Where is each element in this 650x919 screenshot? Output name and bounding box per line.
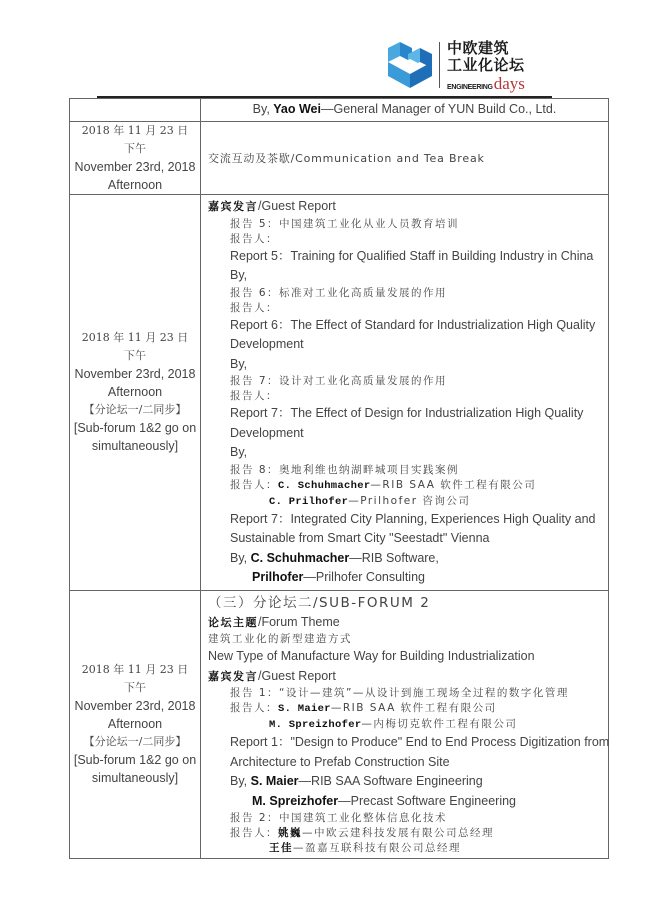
report-title-en: Report 7：The Effect of Design for Industrialization High Quality	[230, 406, 584, 420]
report-speaker-cn: M. Spreizhofer—内梅切克软件工程有限公司	[269, 718, 518, 731]
date-en: November 23rd, 2018	[74, 160, 196, 174]
content-cell	[201, 99, 609, 122]
content-cell	[201, 122, 609, 195]
report-speaker-cn: 报告人：S. Maier—RIB SAA 软件工程有限公司	[230, 702, 497, 715]
date-cn: 2018 年 11 月 23 日	[81, 663, 189, 677]
report-title-cn: 报告 7：设计对工业化高质量发展的作用	[230, 375, 448, 387]
logo-title-cn-2: 工业化论坛	[447, 56, 525, 74]
subforum-note-cn: 【分论坛一/二同步】	[83, 403, 187, 417]
report-speaker-cn: 王佳—盈嘉互联科技有限公司总经理	[269, 842, 461, 854]
report-title-en: Development	[230, 425, 304, 440]
report-by: Prilhofer—Prilhofer Consulting	[252, 570, 425, 584]
section-title: （三）分论坛二/SUB-FORUM 2	[208, 594, 431, 611]
logo-mark-icon	[386, 40, 434, 90]
report-title-en: Architecture to Prefab Construction Site	[230, 754, 450, 769]
period-en: Afternoon	[107, 717, 163, 732]
forum-theme-cn: 建筑工业化的新型建造方式	[208, 633, 352, 645]
date-cell	[70, 99, 201, 122]
report-speaker-cn: C. Prilhofer—Prilhofer 咨询公司	[269, 494, 471, 508]
guest-report-heading: 嘉宾发言/Guest Report	[208, 668, 336, 683]
subforum-note-en: [Sub-forum 1&2 go on	[73, 753, 197, 768]
forum-logo	[386, 38, 546, 92]
report-by: By,	[230, 268, 248, 282]
period-cn: 下午	[124, 142, 146, 155]
report-title-cn: 报告 6：标准对工业化高质量发展的作用	[230, 286, 448, 299]
report-title-en: Report 5：Training for Qualified Staff in Building Industry in China	[230, 248, 594, 263]
forum-theme-heading: 论坛主题/Forum Theme	[208, 614, 340, 629]
forum-theme-en: New Type of Manufacture Way for Building Industrialization	[208, 649, 535, 663]
subforum-note-en: simultaneously]	[91, 771, 179, 786]
report-title-cn: 报告 1：“设计—建筑”—从设计到施工现场全过程的数字化管理	[230, 687, 569, 699]
tea-break-text: 交流互动及茶歇/Communication and Tea Break	[208, 151, 485, 165]
table-row	[70, 195, 609, 591]
report-speaker-cn: 报告人：	[230, 301, 278, 314]
report-title-cn: 报告 8：奥地利维也纳湖畔城项目实践案例	[230, 463, 460, 476]
period-cn: 下午	[124, 349, 146, 363]
logo-engineering: ENGINEERING	[447, 84, 493, 91]
report-title-en: Report 1："Design to Produce" End to End Process Digitization from	[230, 735, 610, 749]
date-en: November 23rd, 2018	[74, 699, 196, 714]
logo-title-cn-1: 中欧建筑	[447, 39, 510, 57]
report-speaker-cn: 报告人：姚巍—中欧云建科技发展有限公司总经理	[230, 827, 494, 839]
report-title-cn: 报告 2：中国建筑工业化整体信息化技术	[230, 812, 448, 824]
report-speaker-cn: 报告人：	[230, 232, 278, 245]
report-title-en: Development	[230, 337, 304, 351]
date-en: November 23rd, 2018	[74, 367, 196, 382]
report-title-en: Sustainable from Smart City "Seestadt" Vienna	[230, 531, 490, 545]
date-cell	[70, 122, 201, 195]
content-cell	[201, 195, 609, 591]
subforum-note-en: [Sub-forum 1&2 go on	[73, 421, 197, 436]
report-by: By, C. Schuhmacher—RIB Software,	[230, 550, 439, 565]
logo-days: days	[493, 74, 525, 93]
schedule-table	[69, 98, 609, 859]
guest-report-heading: 嘉宾发言/Guest Report	[208, 199, 336, 213]
subforum-note-cn: 【分论坛一/二同步】	[83, 735, 187, 749]
subforum-note-en: simultaneously]	[91, 439, 179, 454]
period-en: Afternoon	[107, 385, 163, 400]
logo-separator	[439, 42, 440, 88]
logo-text	[447, 40, 525, 94]
content-cell	[201, 590, 609, 859]
report-by: M. Spreizhofer—Precast Software Engineering	[252, 793, 516, 808]
date-cell	[70, 195, 201, 591]
table-row	[70, 122, 609, 195]
table-row	[70, 590, 609, 859]
report-by: By,	[230, 356, 248, 371]
table-row	[70, 99, 609, 122]
date-cn: 2018 年 11 月 23 日	[81, 124, 189, 137]
report-by: By,	[230, 445, 248, 459]
report-title-en: Report 7：Integrated City Planning, Experiences High Quality and	[230, 511, 596, 526]
report-title-en: Report 6：The Effect of Standard for Industrialization High Quality	[230, 317, 596, 332]
report-by: By, S. Maier—RIB SAA Software Engineering	[230, 774, 483, 788]
report-speaker-cn: 报告人：	[230, 390, 278, 402]
report-speaker-cn: 报告人：C. Schuhmacher—RIB SAA 软件工程有限公司	[230, 478, 537, 492]
report-title-cn: 报告 5：中国建筑工业化从业人员教育培训	[230, 217, 460, 230]
date-cell	[70, 590, 201, 859]
period-en: Afternoon	[107, 178, 163, 192]
speaker-line: By, Yao Wei—General Manager of YUN Build Co., Ltd.	[252, 102, 557, 117]
period-cn: 下午	[124, 681, 146, 695]
date-cn: 2018 年 11 月 23 日	[81, 331, 189, 345]
